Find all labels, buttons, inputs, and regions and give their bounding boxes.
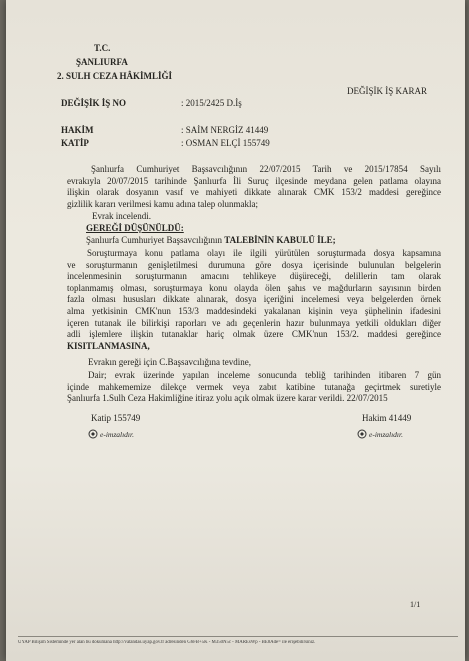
body-paragraph — [67, 248, 441, 352]
dair-line: içinde mahkememize dilekçe vermek veya zabıt katibine tutanağa geçirtmek suretiyle — [67, 381, 441, 392]
body-line: adli işlemlere ilişkin tutanaklar hariç olmak üzere CMK'nun 153/2. maddesi gereğince — [67, 329, 441, 340]
intro-paragraph — [67, 164, 441, 210]
intro-line: Şanlıurfa Cumhuriyet Başsavcılığının 22/07/2015 Tarih ve 2015/17854 Sayılı — [91, 164, 441, 174]
case-no-label: DEĞİŞİK İŞ NO — [61, 98, 127, 108]
judge-signature-label: Hakim 41449 — [362, 413, 412, 423]
seal-icon — [357, 429, 367, 439]
body-line: toplanmamış olması, soruşturmaya konu olayda ölen şahıs ve mağdurların sayısının birden — [67, 282, 441, 293]
body-line: fazla olması hususları dikkate alınarak, dosya içeriğini incelemesi veya belgelerden örnek — [67, 294, 441, 305]
document-page — [6, 0, 465, 661]
body-line: incelenmesinin soruşturmanın amacını tehlikeye düşüreceği, delillerin tam olarak — [67, 271, 441, 282]
clerk-e-signature — [88, 429, 134, 439]
city-heading: ŞANLIURFA — [76, 57, 128, 67]
talep-bold: TALEBİNİN KABULÜ İLE; — [224, 235, 336, 245]
tc-heading: T.C. — [94, 43, 111, 53]
clerk-value: : OSMAN ELÇİ 155749 — [181, 138, 270, 148]
body-line: ve soruşturmanın genişletilmesi durumuna göre dosya içerisinde bulunulan belgelerin — [67, 259, 441, 270]
body-line: alma yetkisinin CMK'nun 153/3 maddesindeki yakalanan kişinin veya şüphelinin ifadesini — [67, 305, 441, 316]
seal-icon — [88, 429, 98, 439]
geregi-dusunuldu: GEREĞİ DÜŞÜNÜLDÜ: — [86, 223, 184, 233]
footer-text: UYAP Bilişim Sisteminde yer alan bu dokümana http://vatandas.uyap.gov.tr adresinden G6FB+5K - M350N5c - MAREsWp - BE8Ade= ile erişebilirsiniz. — [18, 640, 316, 645]
dair-paragraph — [67, 370, 441, 405]
e-sign-text: e-imzalıdır. — [369, 430, 403, 439]
tevdi-line: Evrakın gereği için C.Başsavcılığına tevdine, — [88, 357, 251, 367]
dair-line: Dair; evrak üzerinde yapılan inceleme sonucunda tebliğ tarihinden itibaren 7 gün — [88, 370, 441, 380]
talep-prefix: Şanlıurfa Cumhuriyet Başsavcılığının — [86, 235, 225, 245]
decision-type: DEĞİŞİK İŞ KARAR — [347, 86, 428, 96]
intro-line: evrakıyla 20/07/2015 tarihinde Şanlıurfa İli Suruç ilçesinde meydana gelen patlama olayına — [67, 175, 441, 186]
page-number: 1/1 — [410, 600, 421, 609]
dair-line: Şanlıurfa 1.Sulh Ceza Hakimliğine itiraz yolu açık olmak üzere karar verildi. 22/07/2015 — [67, 393, 388, 404]
e-sign-text: e-imzalıdır. — [100, 430, 134, 439]
footer-divider — [18, 636, 458, 637]
body-line: içeren tutanak ile bilirkişi raporları ve adı geçenlerin hazır bulunmaya yetkili oldukları diğer — [67, 317, 441, 328]
judge-value: : SAİM NERGİZ 41449 — [181, 125, 269, 135]
evrak-incelendi: Evrak incelendi. — [92, 211, 151, 221]
clerk-label: KATİP — [61, 138, 89, 148]
case-no-value: : 2015/2425 D.İş — [181, 98, 242, 108]
court-heading: 2. SULH CEZA HÂKİMLİĞİ — [57, 71, 173, 81]
judge-label: HAKİM — [61, 125, 94, 135]
body-line: Soruşturmaya konu patlama olayı ile ilgili yürütülen soruşturmada dosya kapsamına — [87, 248, 441, 258]
judge-e-signature — [357, 429, 403, 439]
talep-line — [86, 235, 336, 246]
kisitlanmasina: KISITLANMASINA, — [67, 340, 150, 351]
intro-line: ilişkin olarak dosyanın vasıf ve mahiyeti dikkate alınarak CMK 153/2 maddesi gereğince — [67, 187, 441, 198]
clerk-signature-label: Katip 155749 — [91, 413, 141, 423]
intro-line: gizlilik kararı verilmesi kamu adına talep olunmakla; — [67, 198, 258, 209]
